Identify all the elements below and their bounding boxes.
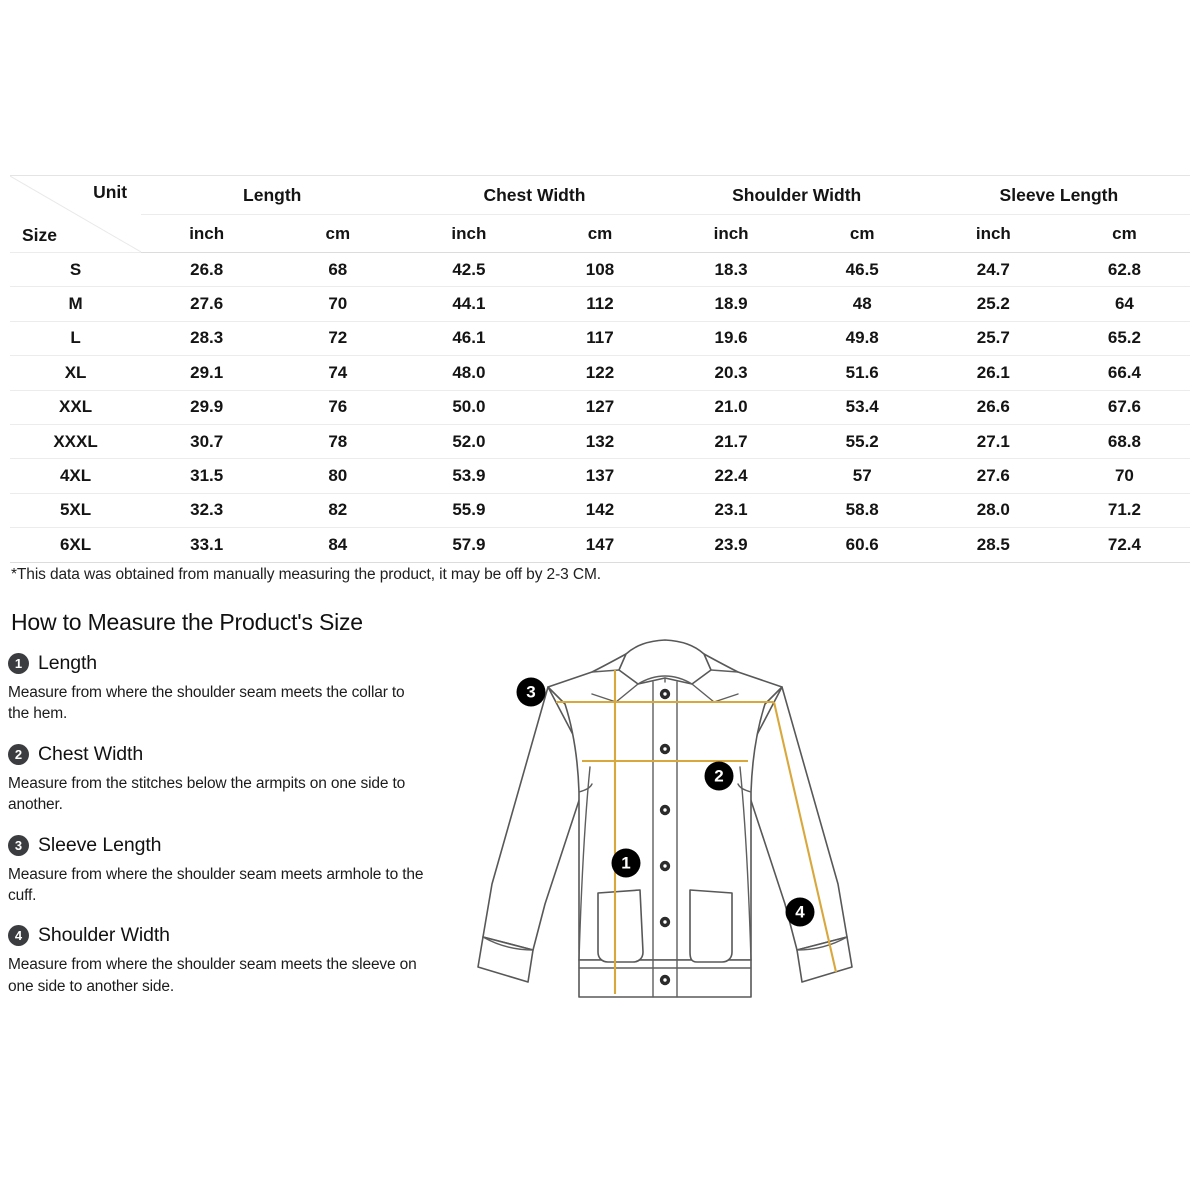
table-cell-value: 57.9 <box>403 528 534 562</box>
table-cell-value: 21.0 <box>666 390 797 424</box>
measure-item-title: Shoulder Width <box>38 924 170 947</box>
table-cell-value: 18.9 <box>666 287 797 321</box>
unit-header-shoulder-cm: cm <box>797 215 928 253</box>
unit-header-shoulder-inch: inch <box>666 215 797 253</box>
how-to-measure-title: How to Measure the Product's Size <box>11 609 363 635</box>
table-cell-size: L <box>10 321 141 355</box>
table-cell-value: 46.5 <box>797 253 928 287</box>
table-cell-value: 42.5 <box>403 253 534 287</box>
table-row <box>10 493 1190 527</box>
measure-item-header <box>8 924 438 947</box>
table-cell-value: 50.0 <box>403 390 534 424</box>
table-body <box>10 253 1190 563</box>
table-cell-value: 32.3 <box>141 493 272 527</box>
corner-size-label: Size <box>22 225 58 245</box>
table-cell-value: 52.0 <box>403 424 534 458</box>
table-cell-value: 53.4 <box>797 390 928 424</box>
unit-header-chest-inch: inch <box>403 215 534 253</box>
table-cell-value: 108 <box>534 253 665 287</box>
table-row <box>10 356 1190 390</box>
svg-text:4: 4 <box>795 902 805 922</box>
table-cell-value: 127 <box>534 390 665 424</box>
table-cell-value: 82 <box>272 493 403 527</box>
table-cell-value: 33.1 <box>141 528 272 562</box>
table-cell-size: XXXL <box>10 424 141 458</box>
table-cell-value: 44.1 <box>403 287 534 321</box>
table-cell-value: 68.8 <box>1059 424 1190 458</box>
table-header <box>10 176 1190 253</box>
table-cell-value: 48.0 <box>403 356 534 390</box>
measure-item-4 <box>8 924 438 997</box>
measure-number-badge: 2 <box>8 744 29 765</box>
table-cell-value: 24.7 <box>928 253 1059 287</box>
table-cell-size: M <box>10 287 141 321</box>
table-cell-value: 78 <box>272 424 403 458</box>
table-cell-value: 55.9 <box>403 493 534 527</box>
table-cell-value: 65.2 <box>1059 321 1190 355</box>
measure-item-title: Length <box>38 652 98 674</box>
table-cell-value: 48 <box>797 287 928 321</box>
table-cell-value: 147 <box>534 528 665 562</box>
table-cell-value: 112 <box>534 287 665 321</box>
table-row <box>10 528 1190 562</box>
how-to-measure-list <box>8 652 438 1015</box>
measure-item-header <box>8 652 438 675</box>
svg-text:1: 1 <box>621 853 631 873</box>
table-cell-value: 68 <box>272 253 403 287</box>
corner-unit-size-cell <box>10 176 141 253</box>
measure-item-description: Measure from the stitches below the armpits on one side to another. <box>8 774 406 814</box>
table-cell-value: 72.4 <box>1059 528 1190 562</box>
table-unit-header-row <box>10 215 1190 253</box>
measure-item-3 <box>8 834 438 907</box>
table-cell-value: 27.1 <box>928 424 1059 458</box>
table-cell-value: 25.2 <box>928 287 1059 321</box>
table-cell-value: 58.8 <box>797 493 928 527</box>
diagram-badge-3 <box>517 678 546 707</box>
table-cell-value: 28.3 <box>141 321 272 355</box>
size-chart-table-container <box>10 175 1190 563</box>
table-group-header-row <box>10 176 1190 215</box>
table-row <box>10 321 1190 355</box>
table-cell-value: 62.8 <box>1059 253 1190 287</box>
table-cell-value: 72 <box>272 321 403 355</box>
group-header-length: Length <box>141 176 403 215</box>
table-cell-value: 30.7 <box>141 424 272 458</box>
measure-number-badge: 1 <box>8 653 29 674</box>
table-cell-value: 67.6 <box>1059 390 1190 424</box>
group-header-shoulder-width: Shoulder Width <box>666 176 928 215</box>
measurement-disclaimer: *This data was obtained from manually measuring the product, it may be off by 2-3 CM. <box>11 566 601 583</box>
table-cell-value: 74 <box>272 356 403 390</box>
svg-text:3: 3 <box>526 682 536 702</box>
measure-item-1 <box>8 652 438 725</box>
table-cell-value: 25.7 <box>928 321 1059 355</box>
table-cell-value: 31.5 <box>141 459 272 493</box>
table-cell-value: 71.2 <box>1059 493 1190 527</box>
table-cell-value: 55.2 <box>797 424 928 458</box>
table-cell-value: 22.4 <box>666 459 797 493</box>
table-cell-value: 84 <box>272 528 403 562</box>
table-row <box>10 253 1190 287</box>
measure-item-description: Measure from where the shoulder seam meets the sleeve on one side to another side. <box>8 956 417 995</box>
measure-item-header <box>8 834 438 857</box>
table-cell-size: XL <box>10 356 141 390</box>
table-cell-value: 20.3 <box>666 356 797 390</box>
svg-text:2: 2 <box>714 766 724 786</box>
measure-number-badge: 4 <box>8 925 29 946</box>
size-chart-table <box>10 175 1190 563</box>
table-cell-value: 64 <box>1059 287 1190 321</box>
table-cell-value: 18.3 <box>666 253 797 287</box>
table-cell-value: 23.1 <box>666 493 797 527</box>
table-cell-value: 46.1 <box>403 321 534 355</box>
unit-header-length-cm: cm <box>272 215 403 253</box>
measure-item-2 <box>8 743 438 816</box>
table-cell-value: 26.6 <box>928 390 1059 424</box>
table-cell-value: 21.7 <box>666 424 797 458</box>
table-cell-value: 27.6 <box>141 287 272 321</box>
garment-measurement-diagram <box>440 612 890 1032</box>
unit-header-sleeve-cm: cm <box>1059 215 1190 253</box>
table-cell-value: 23.9 <box>666 528 797 562</box>
measure-item-title: Chest Width <box>38 742 144 765</box>
diagram-badge-1 <box>612 849 641 878</box>
table-cell-value: 51.6 <box>797 356 928 390</box>
measure-number-badge: 3 <box>8 835 29 856</box>
table-cell-value: 70 <box>272 287 403 321</box>
table-row <box>10 287 1190 321</box>
unit-header-sleeve-inch: inch <box>928 215 1059 253</box>
diagram-badge-4 <box>786 898 815 927</box>
measure-item-description: Measure from where the shoulder seam meets armhole to the cuff. <box>8 865 424 904</box>
measure-item-header <box>8 743 438 766</box>
measure-item-title: Sleeve Length <box>38 833 162 856</box>
unit-header-length-inch: inch <box>141 215 272 253</box>
table-cell-value: 29.1 <box>141 356 272 390</box>
table-cell-value: 70 <box>1059 459 1190 493</box>
table-cell-value: 66.4 <box>1059 356 1190 390</box>
table-cell-value: 137 <box>534 459 665 493</box>
table-cell-size: S <box>10 253 141 287</box>
table-cell-value: 26.1 <box>928 356 1059 390</box>
table-cell-size: 6XL <box>10 528 141 562</box>
table-cell-size: 4XL <box>10 459 141 493</box>
table-cell-value: 53.9 <box>403 459 534 493</box>
table-cell-value: 28.0 <box>928 493 1059 527</box>
table-cell-value: 26.8 <box>141 253 272 287</box>
table-row <box>10 459 1190 493</box>
diagram-badge-2 <box>705 762 734 791</box>
table-cell-value: 29.9 <box>141 390 272 424</box>
table-cell-value: 80 <box>272 459 403 493</box>
table-cell-value: 19.6 <box>666 321 797 355</box>
table-cell-value: 60.6 <box>797 528 928 562</box>
table-cell-value: 27.6 <box>928 459 1059 493</box>
table-cell-value: 142 <box>534 493 665 527</box>
unit-header-chest-cm: cm <box>534 215 665 253</box>
table-cell-value: 117 <box>534 321 665 355</box>
group-header-chest-width: Chest Width <box>403 176 665 215</box>
table-cell-value: 122 <box>534 356 665 390</box>
table-row <box>10 424 1190 458</box>
table-cell-size: XXL <box>10 390 141 424</box>
table-row <box>10 390 1190 424</box>
table-cell-size: 5XL <box>10 493 141 527</box>
table-cell-value: 57 <box>797 459 928 493</box>
table-cell-value: 28.5 <box>928 528 1059 562</box>
group-header-sleeve-length: Sleeve Length <box>928 176 1190 215</box>
corner-unit-label: Unit <box>93 182 128 202</box>
table-cell-value: 132 <box>534 424 665 458</box>
table-cell-value: 49.8 <box>797 321 928 355</box>
measure-item-description: Measure from where the shoulder seam meets the collar to the hem. <box>8 684 405 723</box>
table-cell-value: 76 <box>272 390 403 424</box>
